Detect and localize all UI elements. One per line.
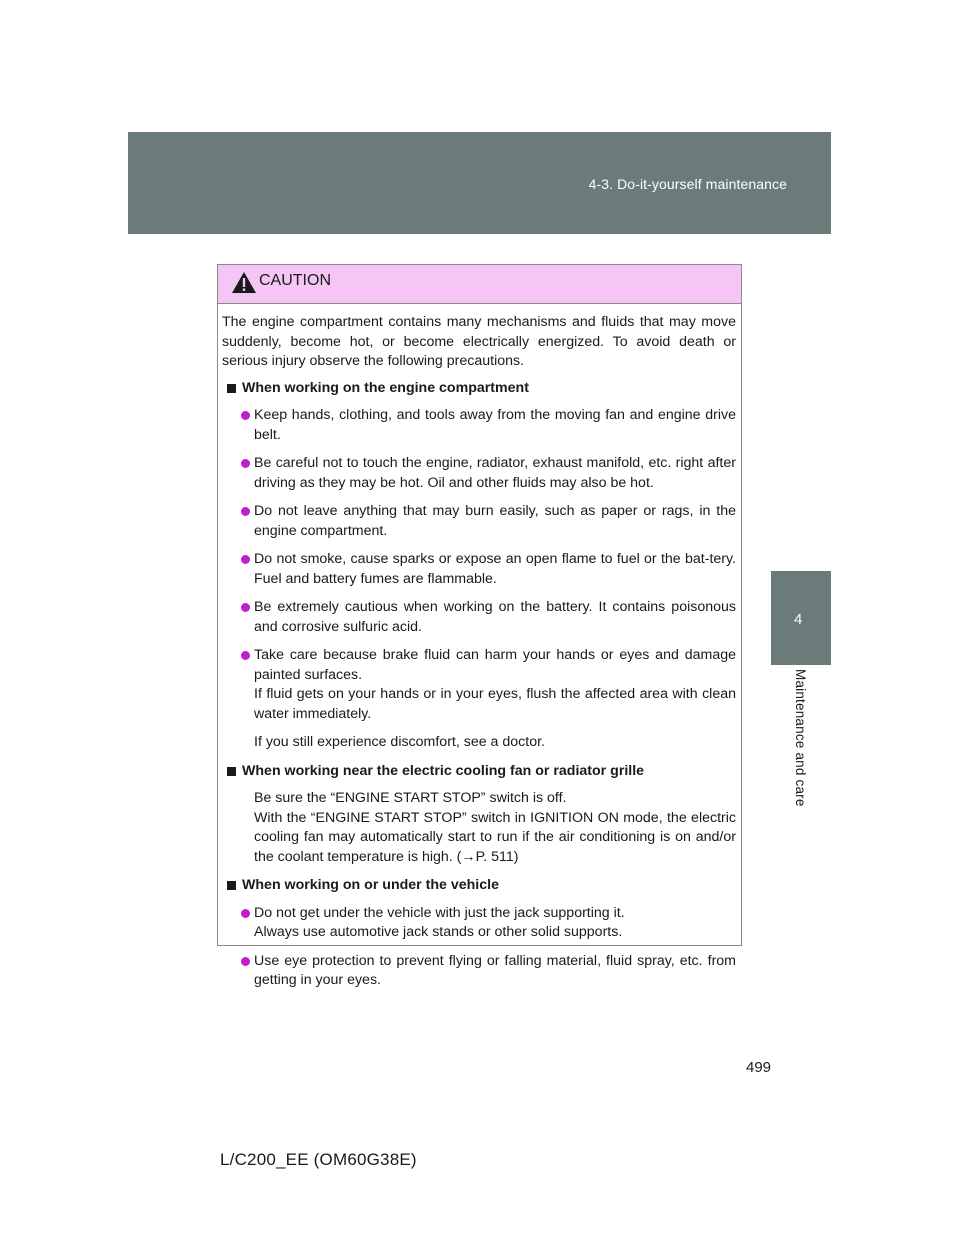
round-bullet-icon: [241, 957, 250, 966]
page-number: 499: [746, 1059, 772, 1076]
list-item: Take care because brake fluid can harm your hands or eyes and damage painted surfaces.: [222, 646, 736, 685]
list-item: Be careful not to touch the engine, radiator, exhaust manifold, etc. right after driving as they may be hot. Oil and other fluids may also be hot.: [222, 454, 736, 493]
chapter-number: 4: [794, 611, 803, 628]
caution-intro: The engine compartment contains many mechanisms and fluids that may move suddenly, become hot, or become electrically energized. To avoid death or serious injury observe the following precautions.: [222, 314, 736, 369]
list-item: Do not smoke, cause sparks or expose an open flame to fuel or the bat-tery. Fuel and battery fumes are flammable.: [222, 550, 736, 589]
chapter-label: Maintenance and care: [793, 669, 808, 807]
square-bullet-icon: [227, 767, 236, 776]
square-bullet-icon: [227, 881, 236, 890]
list-item: Do not leave anything that may burn easily, such as paper or rags, in the engine compartment.: [222, 502, 736, 541]
section-title: 4-3. Do-it-yourself maintenance: [588, 176, 787, 192]
section-header-band: [128, 132, 831, 234]
warning-triangle-icon: [231, 271, 257, 294]
paragraph: Be sure the “ENGINE START STOP” switch is off.: [254, 790, 567, 806]
caution-box: [217, 264, 742, 988]
list-item: Keep hands, clothing, and tools away from the moving fan and engine drive belt.: [222, 406, 736, 445]
caution-body: [218, 304, 741, 991]
document-code: L/C200_EE (OM60G38E): [220, 1150, 417, 1169]
round-bullet-icon: [241, 459, 250, 468]
caution-header: [218, 265, 741, 304]
list-item-continuation: Always use automotive jack stands or other solid supports.: [254, 924, 623, 940]
section-heading-cooling-fan: When working near the electric cooling fan or radiator grille: [222, 762, 736, 782]
list-item-note: If you still experience discomfort, see a doctor.: [254, 734, 545, 750]
list-item: Do not get under the vehicle with just the jack supporting it.: [222, 904, 736, 924]
square-bullet-icon: [227, 384, 236, 393]
paragraph: With the “ENGINE START STOP” switch in IGNITION ON mode, the electric cooling fan may automatically start to run if the air conditioning is on and/or the coolant temperature is high. (→P. 511): [254, 809, 736, 865]
chapter-tab-number: [771, 571, 831, 665]
round-bullet-icon: [241, 651, 250, 660]
list-item: Use eye protection to prevent flying or falling material, fluid spray, etc. from getting in your eyes.: [222, 952, 736, 991]
section-heading-under-vehicle: When working on or under the vehicle: [222, 876, 736, 896]
list-item: Be extremely cautious when working on the battery. It contains poisonous and corrosive sulfuric acid.: [222, 598, 736, 637]
round-bullet-icon: [241, 603, 250, 612]
chapter-tab-label: [771, 665, 831, 825]
list-item-continuation: If fluid gets on your hands or in your eyes, flush the affected area with clean water immediately.: [254, 686, 736, 722]
section-heading-engine-compartment: When working on the engine compartment: [222, 379, 736, 399]
round-bullet-icon: [241, 507, 250, 516]
round-bullet-icon: [241, 411, 250, 420]
caution-title: CAUTION: [259, 272, 331, 289]
round-bullet-icon: [241, 555, 250, 564]
round-bullet-icon: [241, 909, 250, 918]
